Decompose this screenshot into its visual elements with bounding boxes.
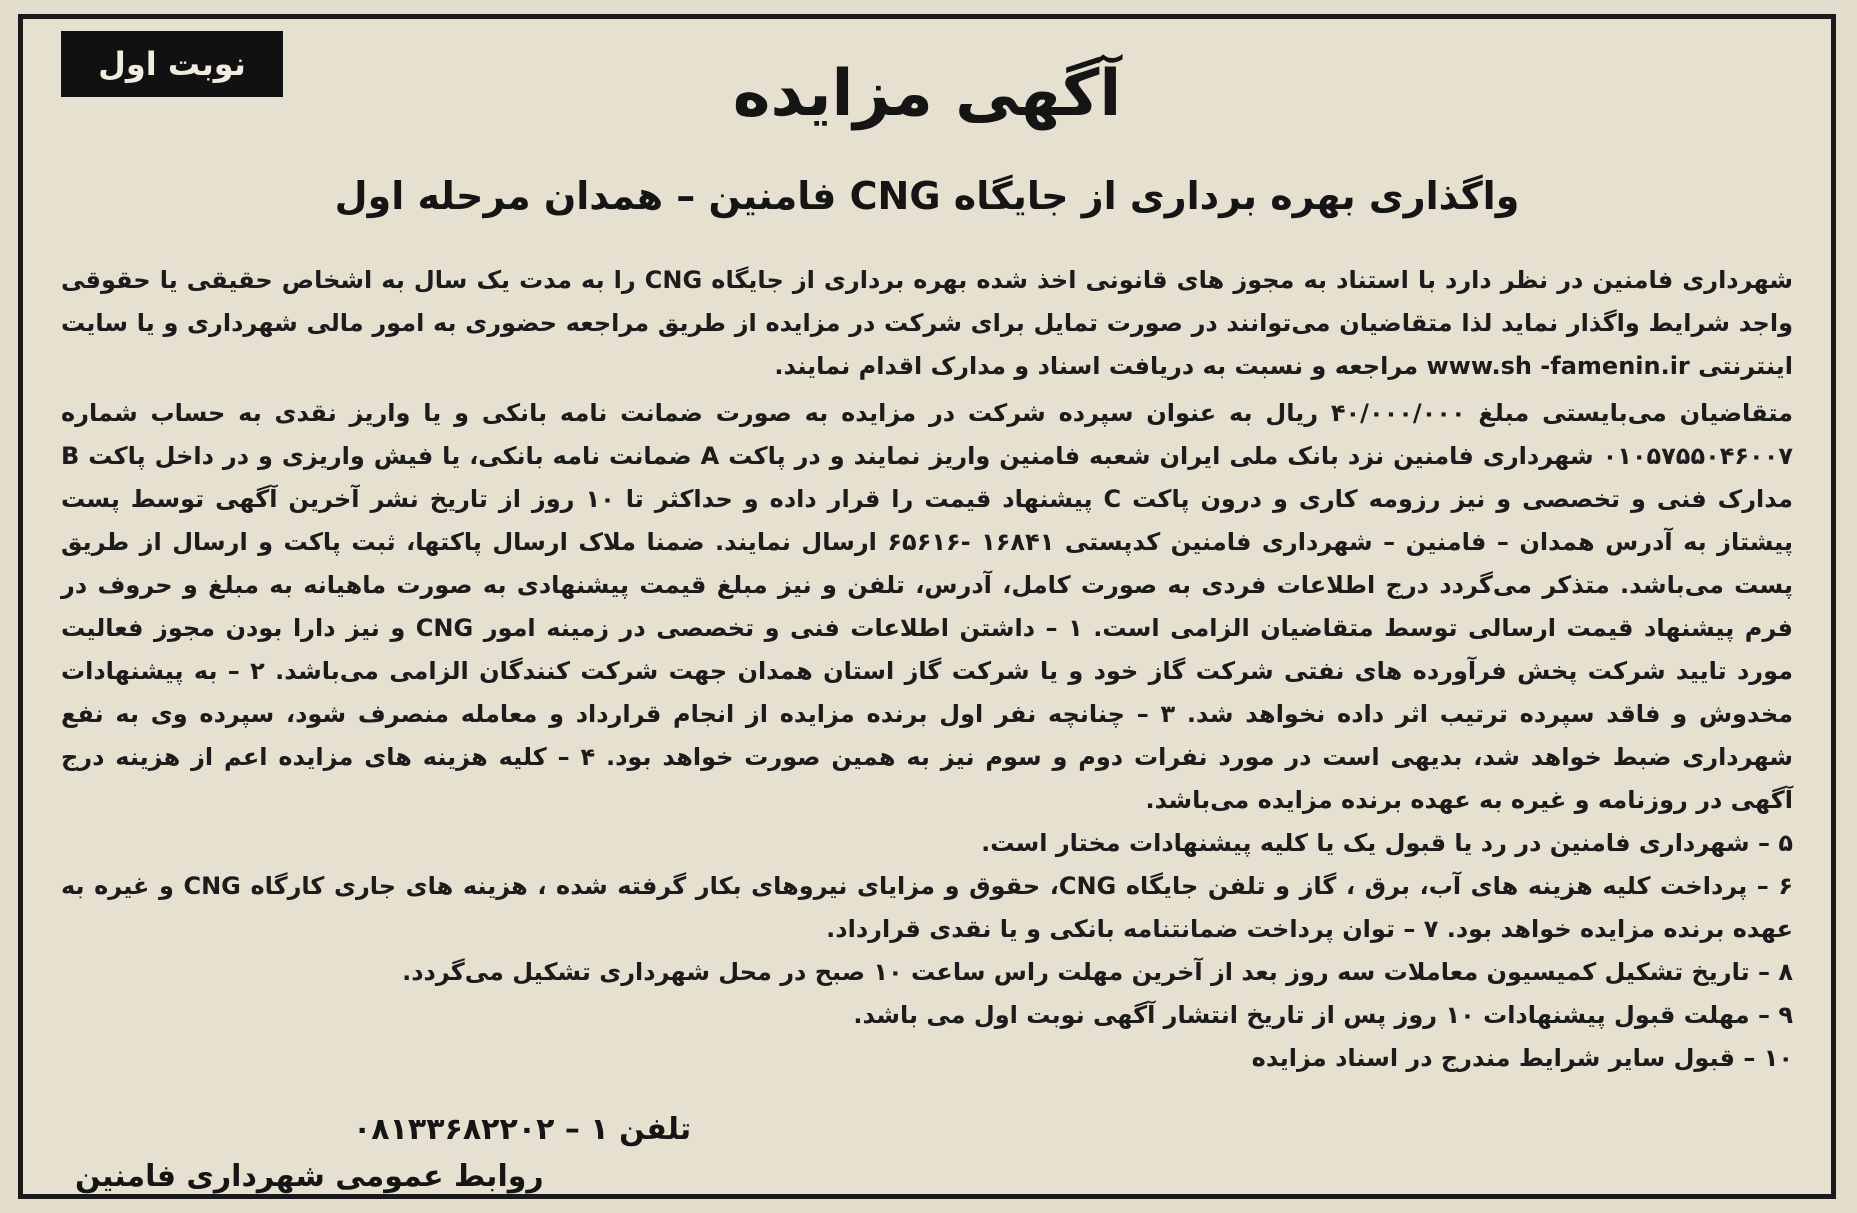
issuer-signature: روابط عمومی شهرداری فامنین bbox=[75, 1159, 544, 1194]
condition-item-9: ۹ – مهلت قبول پیشنهادات ۱۰ روز پس از تاریخ انتشار آگهی نوبت اول می باشد. bbox=[853, 1001, 1793, 1029]
condition-item-5: ۵ – شهرداری فامنین در رد یا قبول یک یا کلیه پیشنهادات مختار است. bbox=[981, 829, 1793, 857]
paragraph-conditions: متقاضیان می‌بایستی مبلغ ۴۰/۰۰۰/۰۰۰ ریال به عنوان سپرده شرکت در مزایده به صورت ضمانت نامه بانکی و یا واریز نقدی به حساب شماره ۰۱۰۵۷۵۵۰۴۶۰۰۷ شهرداری فامنین نزد بانک ملی ایران شعبه فامنین واریز نمایند و در پاکت A ضمانت نامه بانکی، یا فیش واریزی و در داخل پاکت B مدارک فنی و تخصصی و نیز رزومه کاری و درون پاکت C پیشنهاد قیمت را قرار داده و حداکثر تا ۱۰ روز از تاریخ نشر آخرین آگهی توسط پست پیشتاز به آدرس همدان – فامنین – شهرداری فامنین کدپستی ۱۶۸۴۱ -۶۵۶۱۶ ارسال نمایند. ضمنا ملاک ارسال پاکتها، ثبت پاکت و ارسال از طریق پست می‌باشد. متذکر می‌گردد درج اطلاعات فردی به صورت کامل، آدرس، تلفن و نیز مبلغ قیمت پیشنهادی به صورت ماهیانه به مبلغ و حروف در فرم پیشنهاد قیمت ارسالی توسط متقاضیان الزامی است. ۱ – داشتن اطلاعات فنی و تخصصی در زمینه امور CNG و نیز دارا بودن مجوز فعالیت مورد تایید شرکت پخش فرآورده های نفتی شرکت گاز خود و یا شرکت گاز استان همدان جهت شرکت کنندگان الزامی می‌باشد. ۲ – به پیشنهادات مخدوش و فاقد سپرده ترتیب اثر داده نخواهد شد. ۳ – چنانچه نفر اول برنده مزایده از انجام قرارداد و معامله منصرف شود، سپرده وی به نفع شهرداری ضبط خواهد شد، بدیهی است در مورد نفرات دوم و سوم نیز به همین صورت خواهد بود. ۴ – کلیه هزینه های مزایده اعم از هزینه درج آگهی در روزنامه و غیره به عهده برنده مزایده می‌باشد. bbox=[61, 399, 1794, 814]
notice-title: آگهی مزایده bbox=[732, 57, 1122, 131]
notice-subtitle: واگذاری بهره برداری از جایگاه CNG فامنین – همدان مرحله اول bbox=[334, 174, 1520, 218]
notice-frame bbox=[18, 14, 1836, 1199]
phone-number: تلفن ۱ – ۰۸۱۳۳۶۸۲۲۰۲ bbox=[353, 1112, 692, 1147]
publication-round-badge: نوبت اول bbox=[61, 31, 283, 97]
paragraph-intro: شهرداری فامنین در نظر دارد با استناد به مجوز های قانونی اخذ شده بهره برداری از جایگاه CNG را به مدت یک سال به اشخاص حقیقی یا حقوقی واجد شرایط واگذار نماید لذا متقاضیان می‌توانند در صورت تمایل برای شرکت در مزایده از طریق مراجعه حضوری به امور مالی شهرداری و یا سایت اینترنتی www.sh -famenin.ir مراجعه و نسبت به دریافت اسناد و مدارک اقدام نمایند. bbox=[61, 266, 1793, 380]
condition-item-8: ۸ – تاریخ تشکیل کمیسیون معاملات سه روز بعد از آخرین مهلت راس ساعت ۱۰ صبح در محل شهرداری تشکیل می‌گردد. bbox=[402, 958, 1793, 986]
condition-item-10: ۱۰ – قبول سایر شرایط مندرج در اسناد مزایده bbox=[1251, 1044, 1793, 1072]
condition-item-6-7: ۶ – پرداخت کلیه هزینه های آب، برق ، گاز و تلفن جایگاه CNG، حقوق و مزایای نیروهای بکار گرفته شده ، هزینه های جاری کارگاه CNG و غیره به عهده برنده مزایده خواهد بود. ۷ – توان پرداخت ضمانتنامه بانکی و یا نقدی قرارداد. bbox=[61, 872, 1794, 943]
notice-body bbox=[61, 259, 1793, 1080]
